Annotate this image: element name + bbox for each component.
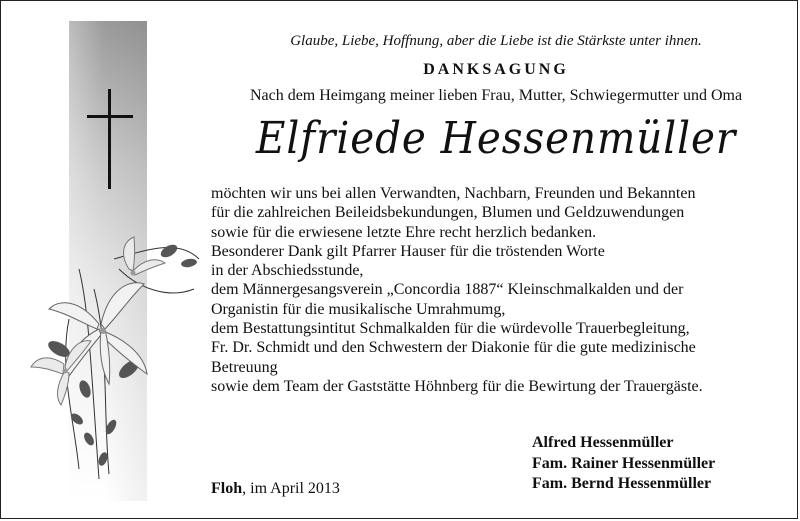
date-text: , im April 2013 bbox=[242, 480, 340, 497]
cross-icon bbox=[87, 89, 133, 189]
body-line: dem Männergesangsverein „Concordia 1887“ Kleinschmalkalden und der bbox=[211, 281, 684, 299]
body-line: sowie dem Team der Gaststätte Höhnberg für die Bewirtung der Trauergäste. bbox=[211, 377, 703, 395]
body-line: für die zahlreichen Beileidsbekundungen, Blumen und Geldzuwendungen bbox=[211, 204, 685, 222]
body-line: Fr. Dr. Schmidt und den Schwestern der Diakonie für die gute medizinische bbox=[211, 339, 696, 357]
heading-danksagung: DANKSAGUNG bbox=[423, 61, 569, 78]
thanks-body bbox=[211, 184, 791, 396]
signer-name: Alfred Hessenmüller bbox=[532, 434, 674, 451]
body-line: möchten wir uns bei allen Verwandten, Nachbarn, Freunden und Bekannten bbox=[211, 185, 696, 202]
motto-text: Glaube, Liebe, Hoffnung, aber die Liebe ist die Stärkste unter ihnen. bbox=[290, 33, 702, 49]
body-line: in der Abschiedsstunde, bbox=[211, 262, 364, 280]
body-line: Betreuung bbox=[211, 358, 278, 376]
intro-text: Nach dem Heimgang meiner lieben Frau, Mutter, Schwiegermutter und Oma bbox=[249, 87, 743, 104]
body-line: dem Bestattungsintitut Schmalkalden für die würdevolle Trauerbegleitung, bbox=[211, 320, 690, 338]
place-name: Floh bbox=[211, 480, 243, 497]
body-line: Organistin für die musikalische Umrahmumg, bbox=[211, 300, 506, 318]
signer-name: Fam. Rainer Hessenmüller bbox=[532, 454, 716, 472]
body-line: Besonderer Dank gilt Pfarrer Hauser für die tröstenden Worte bbox=[211, 242, 605, 260]
signer-name: Fam. Bernd Hessenmüller bbox=[532, 475, 712, 492]
signers-block bbox=[532, 433, 715, 495]
place-date bbox=[211, 480, 340, 498]
lily-flower-illustration bbox=[19, 229, 209, 491]
body-line: sowie für die erwiesene letzte Ehre recht herzlich bedanken. bbox=[211, 223, 597, 241]
deceased-name: Elfriede Hessenmüller bbox=[255, 113, 737, 164]
